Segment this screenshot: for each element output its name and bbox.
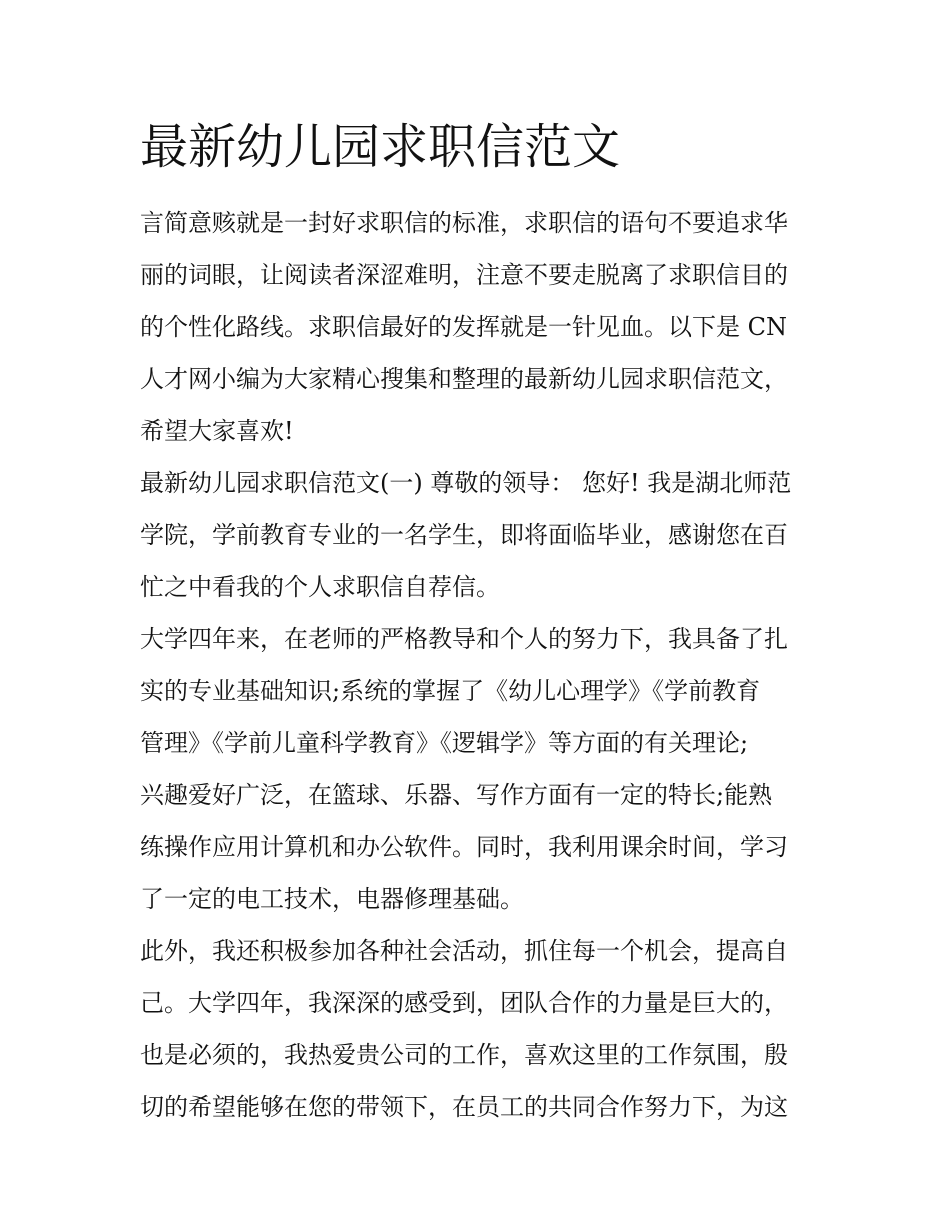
body-line: 了一定的电工技术，电器修理基础。: [140, 885, 524, 913]
body-line: 最新幼儿园求职信范文(一) 尊敬的领导： 您好! 我是湖北师范: [140, 469, 792, 497]
body-line: 的个性化路线。求职信最好的发挥就是一针见血。以下是 CN: [140, 313, 787, 341]
document-body: [140, 197, 820, 1133]
body-line: 实的专业基础知识;系统的掌握了《幼儿心理学》《学前教育: [140, 677, 761, 705]
body-line: 丽的词眼，让阅读者深涩难明，注意不要走脱离了求职信目的: [140, 261, 788, 289]
body-line: 希望大家喜欢!: [140, 417, 294, 445]
body-line: 切的希望能够在您的带领下，在员工的共同合作努力下，为这: [140, 1093, 788, 1121]
body-line: 人才网小编为大家精心搜集和整理的最新幼儿园求职信范文，: [140, 365, 788, 393]
page-title: 最新幼儿园求职信范文: [140, 119, 621, 175]
body-line: 大学四年来，在老师的严格教导和个人的努力下，我具备了扎: [140, 625, 788, 653]
body-line: 兴趣爱好广泛，在篮球、乐器、写作方面有一定的特长;能熟: [140, 781, 773, 809]
body-line: 也是必须的，我热爱贵公司的工作，喜欢这里的工作氛围，殷: [140, 1041, 788, 1069]
body-line: 练操作应用计算机和办公软件。同时，我利用课余时间，学习: [140, 833, 788, 861]
body-line: 己。大学四年，我深深的感受到，团队合作的力量是巨大的，: [140, 989, 788, 1017]
body-line: 忙之中看我的个人求职信自荐信。: [140, 573, 500, 601]
body-line: 学院，学前教育专业的一名学生，即将面临毕业，感谢您在百: [140, 521, 788, 549]
body-line: 此外，我还积极参加各种社会活动，抓住每一个机会，提高自: [140, 937, 788, 965]
body-line: 管理》《学前儿童科学教育》《逻辑学》等方面的有关理论;: [140, 729, 749, 757]
body-line: 言简意赅就是一封好求职信的标准，求职信的语句不要追求华: [140, 209, 788, 237]
